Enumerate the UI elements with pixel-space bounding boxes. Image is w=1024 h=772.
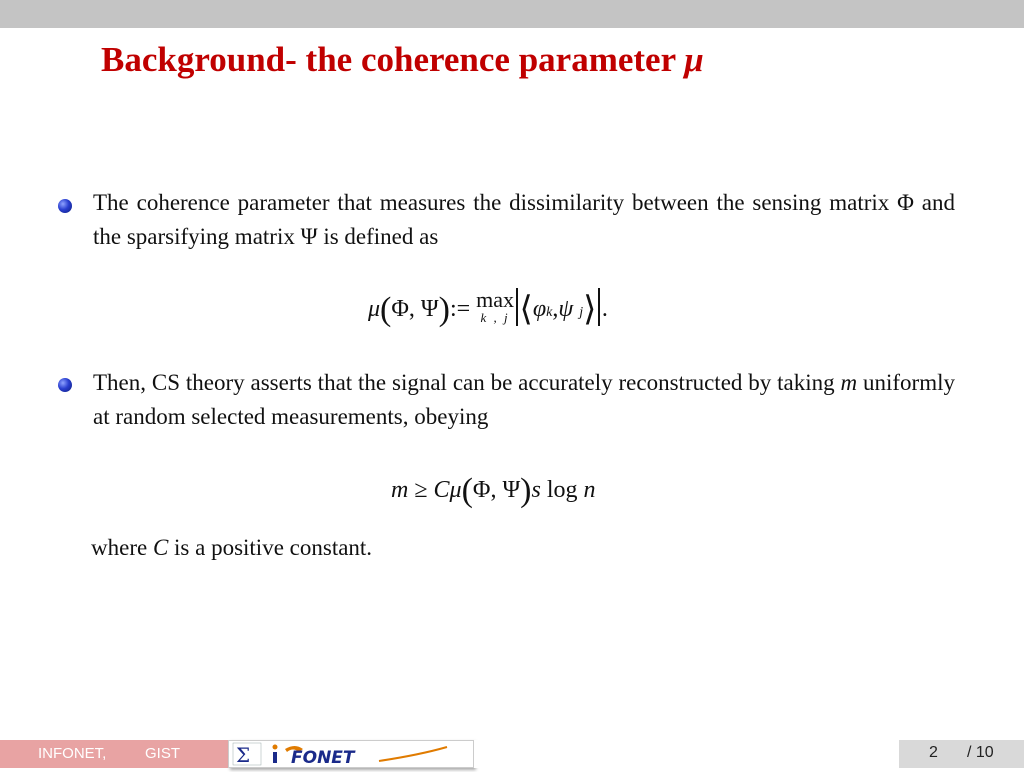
footer-spacer [474,740,899,768]
bullet-1-text: The coherence parameter that measures the dissimilarity between the sensing matrix Φ and the sparsifying matrix Ψ is defined as [93,190,955,249]
eq2-log: log [546,477,578,503]
slide-title [101,40,704,80]
eq1-max-sub: k , j [480,310,510,325]
footer-organization [0,740,228,768]
eq2-n: n [583,477,596,503]
eq1-phi-sub: k [546,305,553,320]
coherence-equation: μ(Φ, Ψ):= max k , j ⟨φk,ψ j⟩ . [368,287,608,328]
footer-org-name: INFONET, [38,745,107,762]
eq1-args: Φ, Ψ [391,296,439,322]
constant-note [91,535,372,561]
bullet-2-text-b: uniformly at random selected measurements, obeying [93,370,955,429]
eq1-mu: μ [368,296,381,322]
eq1-phi: φ [532,296,547,322]
slide-title-text: Background- the coherence parameter [101,40,685,79]
logo-text: FONET [291,748,355,767]
footer-page-indicator [899,740,1024,768]
eq2-mu: μ [449,477,462,503]
note-text-a: where [91,535,153,560]
note-text-b: is a positive constant. [168,535,373,560]
bullet-2-var: m [840,370,858,395]
eq2-rparen: ) [520,472,532,509]
eq1-psi: ψ [558,296,574,322]
eq2-s: s [531,477,541,503]
page-total: / 10 [967,744,994,761]
eq1-abs-left [516,288,518,326]
bullet-icon [58,199,72,213]
eq1-max [476,287,515,327]
eq1-psi-sub: j [579,305,584,320]
eq2-lparen: ( [461,472,473,509]
eq1-lparen: ( [380,291,392,328]
eq1-max-op: max [476,287,515,312]
eq1-assign: := [449,296,471,322]
eq1-abs-right [598,288,600,326]
logo-graphic [229,741,473,767]
bullet-2-text-a: Then, CS theory asserts that the signal can be accurately reconstructed by taking [93,370,841,395]
bullet-2-text [93,366,955,434]
footer-org-institute: GIST [145,745,181,762]
infonet-logo [228,740,474,768]
eq1-rangle: ⟩ [583,291,597,328]
eq1-rparen: ) [438,291,450,328]
slide-title-symbol: μ [684,40,704,79]
eq1-langle: ⟨ [519,291,533,328]
eq2-args: Φ, Ψ [472,477,521,503]
page-number: 2 [929,744,938,761]
bound-equation [391,472,596,510]
bullet-icon [58,378,72,392]
eq2-ge: ≥ [414,477,428,503]
eq1-end: . [601,296,608,322]
svg-text:Σ: Σ [236,743,251,767]
top-bar [0,0,1024,28]
note-var: C [152,535,169,560]
eq2-m: m [391,477,409,503]
eq2-C: C [433,477,450,503]
